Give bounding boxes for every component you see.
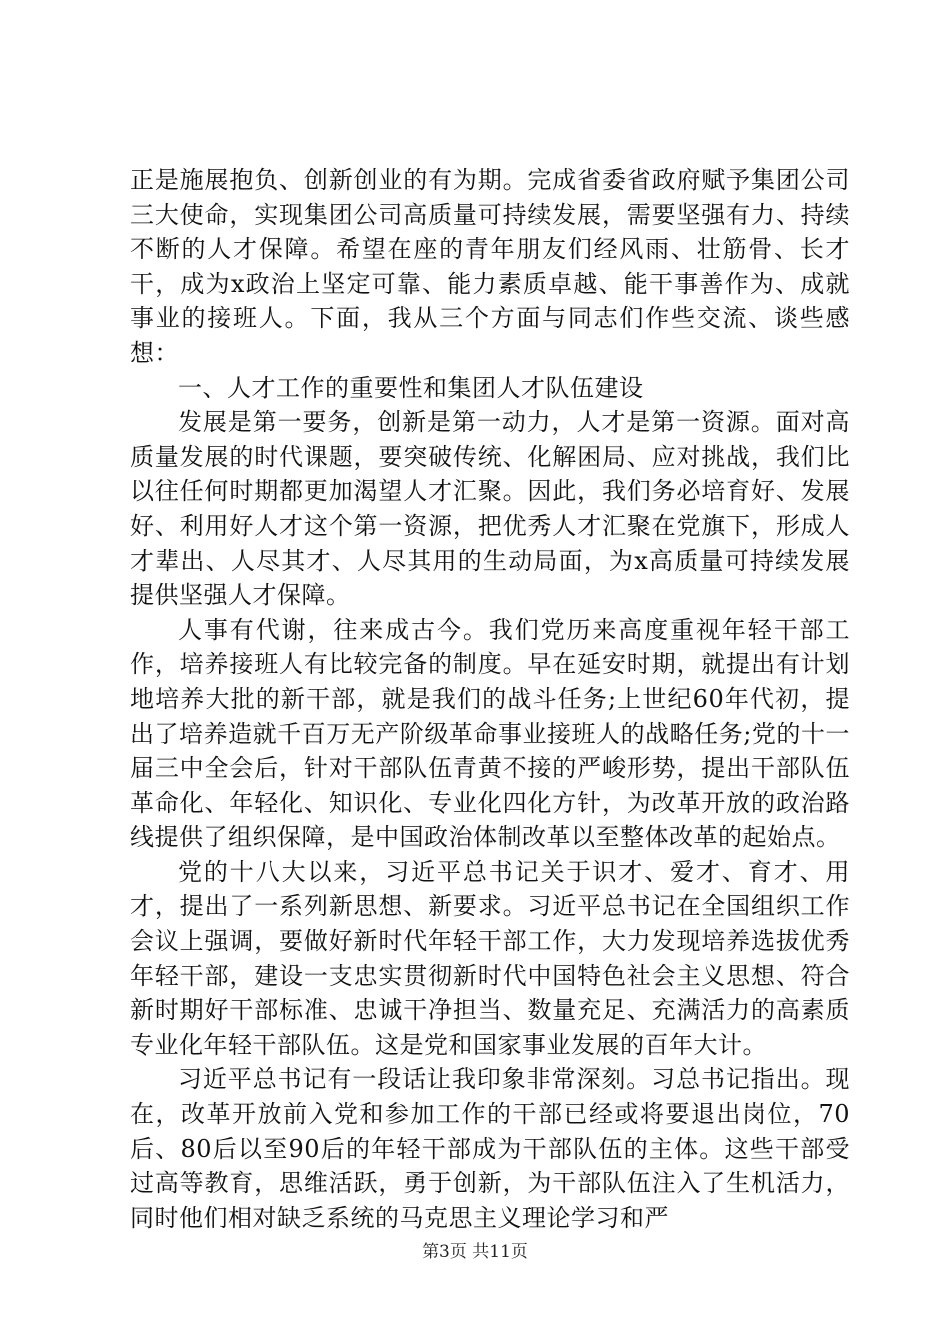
paragraph-intro: 正是施展抱负、创新创业的有为期。完成省委省政府赋予集团公司三大使命，实现集团公司高质量可持续发展，需要坚强有力、持续不断的人才保障。希望在座的青年朋友们经风雨、壮筋骨、长才干，成为x政治上坚定可靠、能力素质卓越、能干事善作为、成就事业的接班人。下面，我从三个方面与同志们作些交流、谈些感想： [130,166,850,367]
section-heading: 一、人才工作的重要性和集团人才队伍建设 [178,373,644,402]
paragraph-history: 人事有代谢，往来成古今。我们党历来高度重视年轻干部工作，培养接班人有比较完备的制度。早在延安时期，就提出有计划地培养大批的新干部，就是我们的战斗任务;上世纪60年代初，提出了培养造就千百万无产阶级革命事业接班人的战略任务;党的十一届三中全会后，针对干部队伍青黄不接的严峻形势，提出干部队伍革命化、年轻化、知识化、专业化四化方针，为改革开放的政治路线提供了组织保障，是中国政治体制改革以至整体改革的起始点。 [130,615,850,852]
paragraph-development: 发展是第一要务，创新是第一动力，人才是第一资源。面对高质量发展的时代课题，要突破传统、化解困局、应对挑战，我们比以往任何时期都更加渴望人才汇聚。因此，我们务必培育好、发展好、利用好人才这个第一资源，把优秀人才汇聚在党旗下，形成人才辈出、人尽其才、人尽其用的生动局面，为x高质量可持续发展提供坚强人才保障。 [130,408,850,610]
document-body [130,163,850,1235]
page-number-footer: 第3页 共11页 [422,1242,528,1262]
paragraph-young-cadres: 习近平总书记有一段话让我印象非常深刻。习总书记指出。现在，改革开放前入党和参加工作的干部已经或将要退出岗位，70后、80后以至90后的年轻干部成为干部队伍的主体。这些干部受过高等教育，思维活跃，勇于创新，为干部队伍注入了生机活力，同时他们相对缺乏系统的马克思主义理论学习和严 [130,1065,850,1232]
paragraph-eighteenth-congress: 党的十八大以来，习近平总书记关于识才、爱才、育才、用才，提出了一系列新思想、新要求。习近平总书记在全国组织工作会议上强调，要做好新时代年轻干部工作，大力发现培养选拔优秀年轻干部，建设一支忠实贯彻新时代中国特色社会主义思想、符合新时期好干部标准、忠诚干净担当、数量充足、充满活力的高素质专业化年轻干部队伍。这是党和国家事业发展的百年大计。 [130,857,850,1059]
